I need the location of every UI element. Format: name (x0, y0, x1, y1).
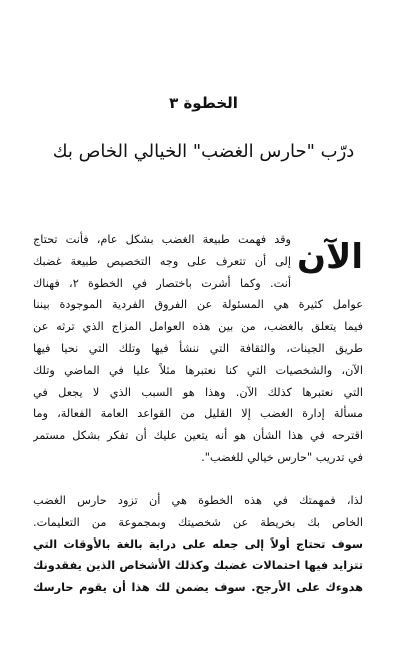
paragraph-line: تتزايد فيها احتمالات غضبك وكذلك الأشخاص الذين يفقدونك (33, 559, 363, 573)
paragraph-line: عوامل كثيرة هي المسئولة عن الفروق الفردية الموجودة بيننا (33, 298, 363, 312)
drop-cap-word: الآن (297, 237, 363, 277)
paragraph-line: طريق الجينات، والثقافة التي ننشأ فيها وتلك التي نحيا فيها (33, 341, 363, 355)
paragraph-line: وقد فهمت طبيعة الغضب بشكل عام، فأنت تحتاج (33, 233, 291, 246)
paragraph-line: الآن، والشخصيات التي كنا نعتبرها مثلاً عليا في الماضي وتلك (33, 363, 363, 377)
paragraph-line: أنت. وكما أشرت باختصار في الخطوة ٢، فهناك (33, 276, 291, 290)
paragraph-line: في تدريب "حارس خيالي للغضب". (201, 450, 363, 464)
chapter-title: درّب "حارس الغضب" الخيالي الخاص بك (52, 141, 355, 162)
paragraph-line: إلى أن تتعرف على وجه التخصيص طبيعة غضبك (33, 254, 291, 268)
paragraph-line: سوف تحتاج أولاً إلى جعله على دراية بالغة بالأوقات التي (33, 537, 363, 551)
paragraph-line: مسألة إدارة الغضب إلا القليل من القواعد العامة الفعالة، وما (33, 407, 363, 421)
second-paragraph (33, 490, 363, 599)
paragraph-line: الخاص بك بخريطة عن شخصيتك وبمجموعة من التعليمات. (33, 515, 363, 529)
first-paragraph (33, 229, 363, 469)
paragraph-line: اقترحه في هذا الشأن هو أنه يتعين عليك أن تفكر بشكل مستمر (33, 429, 363, 443)
paragraph-line: التي نعتبرها كذلك الآن. وهذا هو السبب الذي لا يجعل في (33, 385, 363, 399)
paragraph-line: لذا، فمهمتك في هذه الخطوة هي أن تزود حارس الغضب (33, 494, 363, 507)
step-heading: الخطوة ٣ (169, 94, 238, 112)
paragraph-line: هدوءك على الأرجح. سوف يضمن لك هذا أن يقوم حارسك (33, 581, 363, 595)
paragraph-line: فيما يتعلق بالغضب، من بين هذه العوامل المزاج الذي ترثه عن (33, 320, 363, 334)
